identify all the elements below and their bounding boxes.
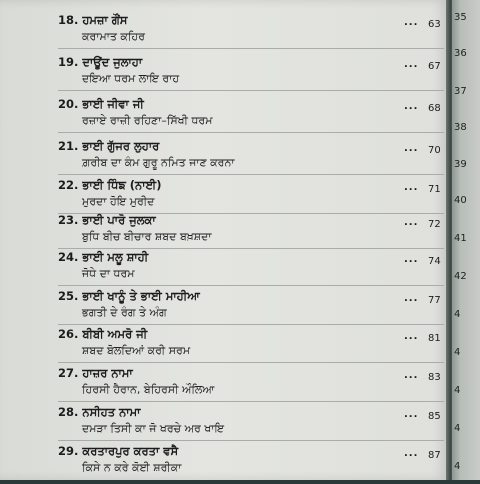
toc-entry-title: 29. ਕਰਤਾਰਪੁਰ ਕਰਤਾ ਵਸੈ xyxy=(58,444,179,458)
toc-entry xyxy=(0,289,448,329)
toc-entry-title: 20. ਭਾਈ ਜੀਵਾ ਜੀ xyxy=(58,97,144,111)
toc-entry-subtitle: ਸ਼ਬਦ ਬੋਲਦਿਆਂ ਕਰੀ ਸਰਮ xyxy=(82,344,191,357)
toc-entry-subtitle: ਰਜ਼ਾਏ ਰਾਜ਼ੀ ਰਹਿਣਾ–ਸਿੱਖੀ ਧਰਮ xyxy=(82,114,213,127)
toc-entry-subtitle: ਦਇਆ ਧਰਮ ਲਾਇ ਰਾਹ xyxy=(82,72,180,85)
toc-leader-dots: ... xyxy=(404,143,419,154)
toc-divider xyxy=(58,174,444,175)
toc-entry-subtitle: ਗ਼ਰੀਬ ਦਾ ਕੰਮ ਗੁਰੂ ਨਮਿਤ ਜਾਣ ਕਰਨਾ xyxy=(82,156,235,169)
toc-entry-title: 22. ਭਾਈ ਧਿੰਙ (ਨਾਈ) xyxy=(58,178,162,192)
toc-entry xyxy=(0,366,448,406)
toc-page-number: 85 xyxy=(428,411,441,422)
toc-page-number: 83 xyxy=(428,372,441,383)
toc-page-number: 74 xyxy=(428,256,441,267)
toc-divider xyxy=(58,248,444,249)
right-page-number: 4 xyxy=(454,461,461,472)
right-page-number: 40 xyxy=(454,195,467,206)
toc-page-number: 71 xyxy=(428,184,441,195)
toc-entry-title: 18. ਹਮਜ਼ਾ ਗੌਂਸ xyxy=(58,13,128,27)
toc-divider xyxy=(58,90,444,91)
toc-entry-title: 24. ਭਾਈ ਮਲੂ ਸ਼ਾਹੀ xyxy=(58,250,149,264)
toc-divider xyxy=(58,324,444,325)
toc-entry-subtitle: ਹਿਰਸੀ ਹੈਰਾਨ, ਬੇਹਿਰਸੀ ਔਲਿਆ xyxy=(82,383,215,396)
toc-entry-title: 27. ਹਾਜ਼ਰ ਨਾਮਾ xyxy=(58,366,133,380)
toc-leader-dots: ... xyxy=(404,101,419,112)
toc-leader-dots: ... xyxy=(404,370,419,381)
toc-entry-title: 19. ਦਾਊਂਦ ਜੁਲਾਹਾ xyxy=(58,55,143,69)
toc-leader-dots: ... xyxy=(404,254,419,265)
toc-entry xyxy=(0,178,448,218)
right-page-number: 39 xyxy=(454,159,467,170)
right-page-number: 37 xyxy=(454,86,467,97)
toc-entry-title: 21. ਭਾਈ ਗੁੱਜਰ ਲੁਹਾਰ xyxy=(58,139,160,153)
toc-leader-dots: ... xyxy=(404,17,419,28)
toc-entry xyxy=(0,139,448,179)
right-page-number: 4 xyxy=(454,347,461,358)
right-page-number: 4 xyxy=(454,385,461,396)
toc-leader-dots: ... xyxy=(404,217,419,228)
toc-leader-dots: ... xyxy=(404,182,419,193)
toc-divider xyxy=(58,401,444,402)
toc-divider xyxy=(58,362,444,363)
toc-entry xyxy=(0,55,448,95)
toc-leader-dots: ... xyxy=(404,448,419,459)
toc-entry xyxy=(0,327,448,367)
toc-page-number: 81 xyxy=(428,333,441,344)
toc-page-number: 63 xyxy=(428,19,441,30)
toc-entry xyxy=(0,97,448,137)
toc-entry-subtitle: ਕਰਾਮਾਤ ਕਹਿਰ xyxy=(82,30,146,43)
toc-entry xyxy=(0,213,448,253)
toc-divider xyxy=(58,132,444,133)
toc-page-number: 77 xyxy=(428,295,441,306)
toc-divider xyxy=(58,48,444,49)
toc-entry-title: 23. ਭਾਈ ਪਾਰੋ ਜੁਲਕਾ xyxy=(58,213,156,227)
right-page-number: 36 xyxy=(454,48,467,59)
toc-divider xyxy=(58,440,444,441)
toc-page-number: 87 xyxy=(428,450,441,461)
toc-leader-dots: ... xyxy=(404,293,419,304)
toc-leader-dots: ... xyxy=(404,59,419,70)
toc-entry-subtitle: ਕਿਸੇ ਨ ਕਰੇ ਕੋਈ ਸ਼ਰੀਕਾ xyxy=(82,461,182,474)
toc-page-number: 72 xyxy=(428,219,441,230)
toc-page-number: 70 xyxy=(428,145,441,156)
toc-entry-subtitle: ਮੁਰਦਾ ਹੋਇ ਮੁਰੀਦ xyxy=(82,195,155,208)
toc-page-number: 68 xyxy=(428,103,441,114)
toc-entry-subtitle: ਬੁਧਿ ਬੀਚ ਬੀਚਾਰ ਸ਼ਬਦ ਬਖ਼ਸ਼ਦਾ xyxy=(82,230,212,243)
toc-entry-subtitle: ਭਗਤੀ ਦੇ ਰੰਗ ਤੇ ਅੰਗ xyxy=(82,306,167,319)
toc-entry xyxy=(0,444,448,484)
toc-leader-dots: ... xyxy=(404,409,419,420)
toc-entry-title: 28. ਨਸੀਹਤ ਨਾਮਾ xyxy=(58,405,141,419)
right-page-number: 42 xyxy=(454,271,467,282)
toc-entry-subtitle: ਜੋਧੇ ਦਾ ਧਰਮ xyxy=(82,267,135,280)
toc-entry xyxy=(0,405,448,445)
toc-entry xyxy=(0,13,448,53)
toc-leader-dots: ... xyxy=(404,331,419,342)
right-page-number: 35 xyxy=(454,12,467,23)
right-page-number: 41 xyxy=(454,233,467,244)
right-page-number: 4 xyxy=(454,423,461,434)
right-page-number: 38 xyxy=(454,122,467,133)
toc-entry-title: 26. ਬੀਬੀ ਅਮਰੋ ਜੀ xyxy=(58,327,148,341)
right-page-number: 4 xyxy=(454,309,461,320)
toc-entry-subtitle: ਦਮੜਾ ਤਿਸੀ ਕਾ ਜੋ ਖਰਚੇ ਅਰ ਖਾਇ xyxy=(82,422,225,435)
toc-divider xyxy=(58,285,444,286)
toc-page-number: 67 xyxy=(428,61,441,72)
toc-entry-title: 25. ਭਾਈ ਖਾਨੂੰ ਤੇ ਭਾਈ ਮਾਹੀਆ xyxy=(58,289,200,303)
toc-entry xyxy=(0,250,448,290)
